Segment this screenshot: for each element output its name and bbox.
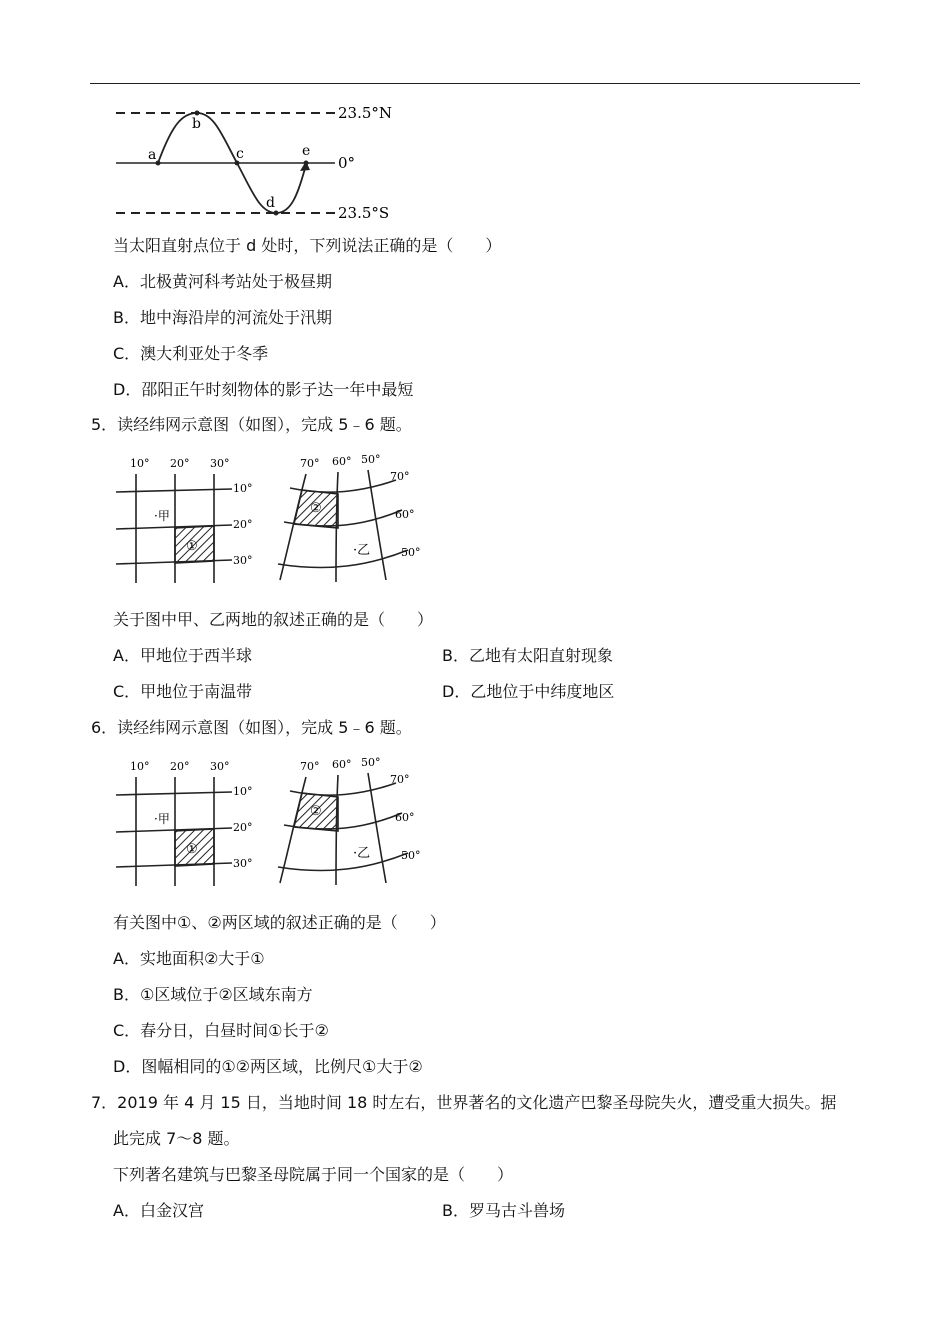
q7-title-line1: 7．2019 年 4 月 15 日，当地时间 18 时左右，世界著名的文化遗产巴黎圣母院失火，遭受重大损失。据 xyxy=(91,1093,837,1112)
right-top-label-60: 60° xyxy=(332,455,352,468)
place-yi: ·乙 xyxy=(353,846,371,861)
label-23s: 23.5°S xyxy=(338,204,390,222)
right-side-label-50: 50° xyxy=(401,546,421,559)
right-top-label-50: 50° xyxy=(361,453,381,466)
left-top-label-20: 20° xyxy=(170,760,190,773)
place-yi: ·乙 xyxy=(353,543,371,558)
left-side-label-10: 10° xyxy=(233,482,253,495)
q4-option-d[interactable]: D．邵阳正午时刻物体的影子达一年中最短 xyxy=(113,380,414,399)
q6-title: 6．读经纬网示意图（如图），完成 5﹣6 题。 xyxy=(91,718,412,737)
left-top-label-10: 10° xyxy=(130,760,150,773)
point-e: e xyxy=(302,143,311,159)
left-top-label-30: 30° xyxy=(210,760,230,773)
right-side-label-60: 60° xyxy=(395,811,415,824)
q5-option-d[interactable]: D．乙地位于中纬度地区 xyxy=(442,682,615,701)
q5-option-b[interactable]: B．乙地有太阳直射现象 xyxy=(442,646,613,665)
q4-option-a[interactable]: A．北极黄河科考站处于极昼期 xyxy=(113,272,332,291)
right-side-label-70: 70° xyxy=(390,470,410,483)
q5-option-a[interactable]: A．甲地位于西半球 xyxy=(113,646,252,665)
left-top-label-20: 20° xyxy=(170,457,190,470)
q5-option-c[interactable]: C．甲地位于南温带 xyxy=(113,682,253,701)
q7-stem: 下列著名建筑与巴黎圣母院属于同一个国家的是（ ） xyxy=(113,1165,514,1184)
q7-option-a[interactable]: A．白金汉宫 xyxy=(113,1201,204,1220)
right-top-label-70: 70° xyxy=(300,760,320,773)
region-1: ① xyxy=(186,539,198,554)
q7-option-b[interactable]: B．罗马古斗兽场 xyxy=(442,1201,565,1220)
left-top-label-10: 10° xyxy=(130,457,150,470)
q6-option-d[interactable]: D．图幅相同的①②两区域，比例尺①大于② xyxy=(113,1057,423,1076)
q6-option-a[interactable]: A．实地面积②大于① xyxy=(113,949,265,968)
left-side-label-10: 10° xyxy=(233,785,253,798)
q4-stem: 当太阳直射点位于 d 处时，下列说法正确的是（ ） xyxy=(113,236,502,255)
graticule-map-q6 xyxy=(110,753,430,888)
left-side-label-20: 20° xyxy=(233,518,253,531)
right-top-label-60: 60° xyxy=(332,758,352,771)
point-b: b xyxy=(192,116,201,132)
right-side-label-60: 60° xyxy=(395,508,415,521)
place-jia: ·甲 xyxy=(154,509,170,523)
left-side-label-30: 30° xyxy=(233,554,253,567)
q6-option-b[interactable]: B．①区域位于②区域东南方 xyxy=(113,985,313,1004)
q4-option-b[interactable]: B．地中海沿岸的河流处于汛期 xyxy=(113,308,332,327)
point-d: d xyxy=(266,195,275,211)
left-top-label-30: 30° xyxy=(210,457,230,470)
label-equator: 0° xyxy=(338,154,356,172)
place-jia: ·甲 xyxy=(154,812,170,826)
point-a: a xyxy=(148,147,157,163)
right-top-label-50: 50° xyxy=(361,756,381,769)
sun-migration-diagram xyxy=(110,95,400,225)
region-1: ① xyxy=(186,842,198,857)
graticule-map-q5 xyxy=(110,450,430,585)
region-2: ② xyxy=(310,804,322,819)
q5-title: 5．读经纬网示意图（如图），完成 5﹣6 题。 xyxy=(91,415,412,434)
label-23n: 23.5°N xyxy=(338,104,393,122)
left-side-label-30: 30° xyxy=(233,857,253,870)
q4-option-c[interactable]: C．澳大利亚处于冬季 xyxy=(113,344,269,363)
header-rule xyxy=(90,83,860,84)
right-side-label-70: 70° xyxy=(390,773,410,786)
q7-title-line2: 此完成 7～8 题。 xyxy=(113,1129,240,1148)
left-side-label-20: 20° xyxy=(233,821,253,834)
q6-stem: 有关图中①、②两区域的叙述正确的是（ ） xyxy=(113,913,446,932)
q5-stem: 关于图中甲、乙两地的叙述正确的是（ ） xyxy=(113,610,434,629)
q6-option-c[interactable]: C．春分日，白昼时间①长于② xyxy=(113,1021,329,1040)
right-top-label-70: 70° xyxy=(300,457,320,470)
region-2: ② xyxy=(310,501,322,516)
point-c: c xyxy=(236,146,244,162)
right-side-label-50: 50° xyxy=(401,849,421,862)
